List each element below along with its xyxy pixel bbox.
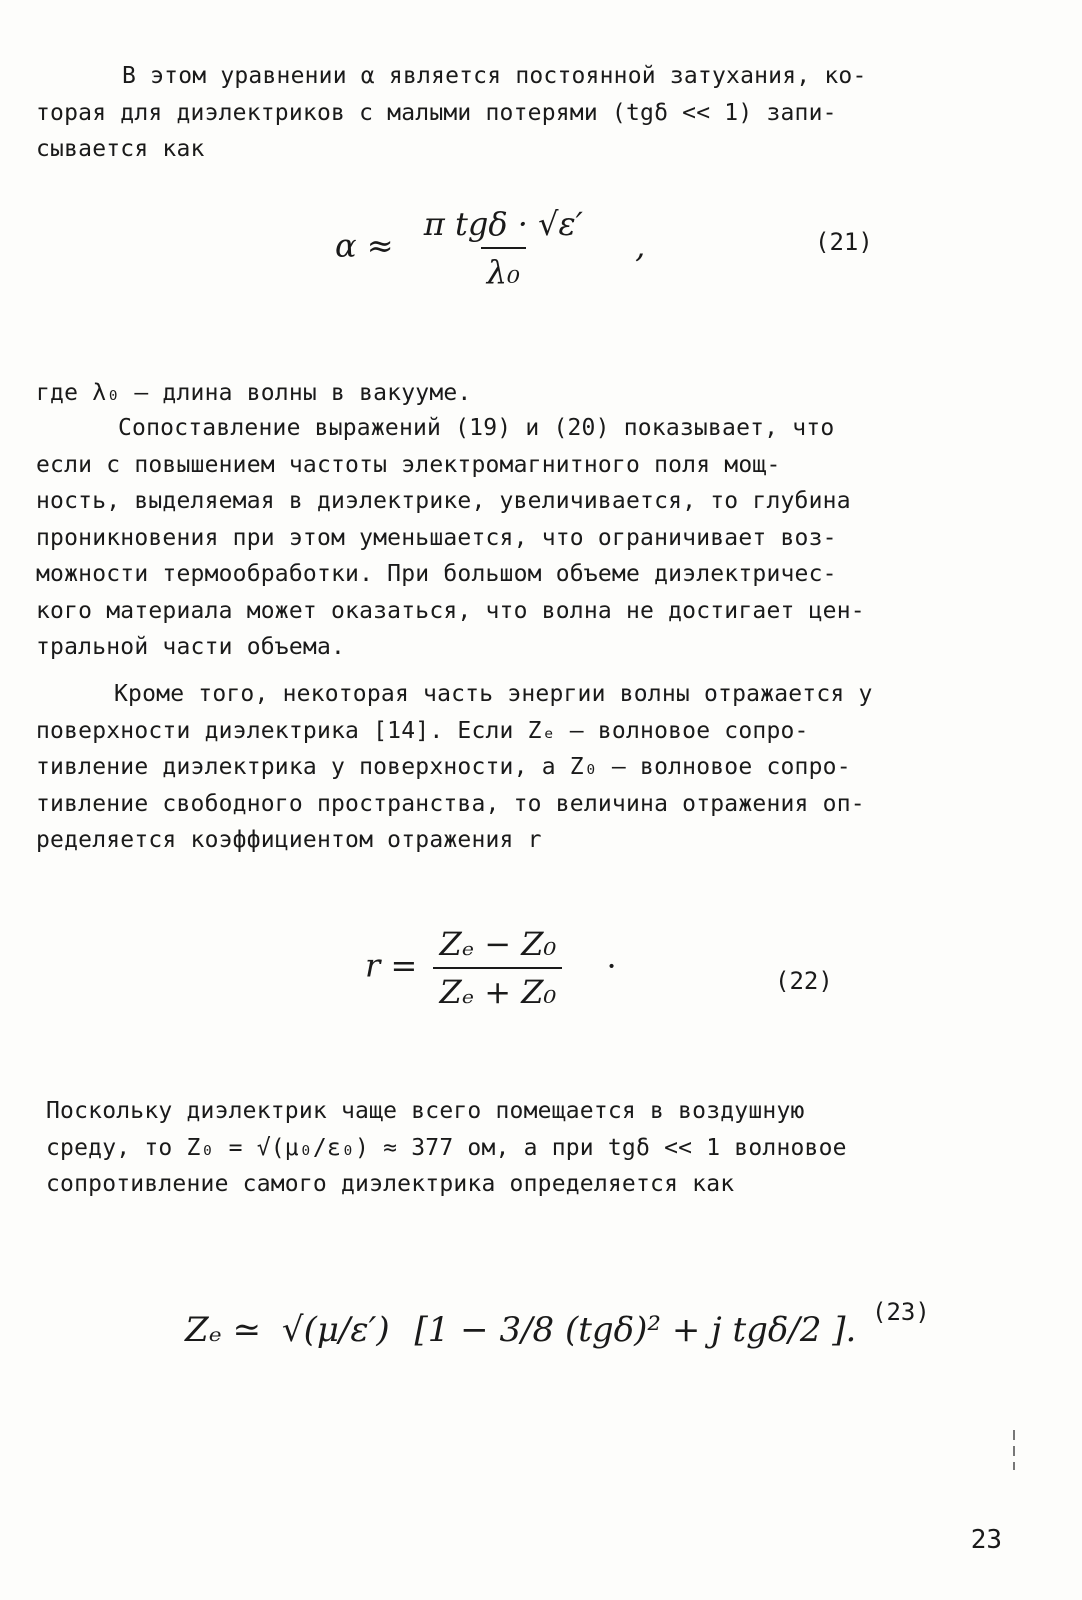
text-line: проникновения при этом уменьшается, что ограничивает воз- (36, 524, 837, 551)
scan-mark (1013, 1462, 1015, 1470)
text-line: можности термообработки. При большом объеме диэлектричес- (36, 561, 837, 587)
equation-21-denominator: λ₀ (481, 247, 526, 291)
equation-21 (335, 205, 645, 291)
text-line: сопротивление самого диэлектрика определяется как (46, 1171, 735, 1197)
text-line: Поскольку диэлектрик чаще всего помещается в воздушную (46, 1098, 805, 1124)
text-line: тральной части объема. (36, 634, 346, 660)
equation-23 (185, 1310, 856, 1350)
paragraph-5 (46, 1093, 1026, 1203)
equation-21-number: (21) (815, 228, 873, 256)
text-line: поверхности диэлектрика [14]. Если Zₑ – волновое сопро- (36, 717, 809, 744)
equation-21-numerator: π tgδ · √ε′ (423, 205, 583, 243)
equation-22-denominator: Zₑ + Z₀ (433, 967, 562, 1011)
text-line: кого материала может оказаться, что волна не достигает цен- (36, 597, 865, 624)
equation-22-lhs: r = (365, 946, 418, 985)
paragraph-4 (36, 676, 1026, 859)
equation-22-numerator: Zₑ − Z₀ (439, 925, 557, 963)
text-line: среду, то Z₀ = √(μ₀/ε₀) ≈ 377 ом, а при tgδ << 1 волновое (46, 1134, 847, 1161)
text-line: ность, выделяемая в диэлектрике, увеличивается, то глубина (36, 488, 851, 514)
equation-23-root: √(μ/ε′) (281, 1310, 390, 1350)
paragraph-2 (36, 375, 1026, 412)
equation-21-comma: , (635, 226, 646, 265)
equation-22 (365, 925, 617, 1011)
text-line: тивление диэлектрика у поверхности, а Z₀ – волновое сопро- (36, 754, 851, 780)
text-line: В этом уравнении α является постоянной затухания, ко- (122, 63, 867, 89)
equation-21-fraction (418, 205, 589, 291)
text-line: ределяется коэффициентом отражения r (36, 827, 542, 853)
text-line: тивление свободного пространства, то величина отражения оп- (36, 790, 865, 817)
text-line: Кроме того, некоторая часть энергии волны отражается у (114, 681, 873, 707)
text-line: где λ₀ – длина волны в вакууме. (36, 380, 472, 406)
equation-22-dot: · (606, 946, 617, 985)
equation-22-fraction (433, 925, 562, 1011)
equation-23-lhs: Zₑ ≃ (185, 1310, 262, 1350)
text-line: Сопоставление выражений (19) и (20) показывает, что (118, 415, 835, 441)
text-line: если с повышением частоты электромагнитного поля мощ- (36, 451, 781, 478)
text-line: торая для диэлектриков с малыми потерями (tgδ << 1) запи- (36, 99, 837, 126)
equation-22-number: (22) (775, 967, 833, 995)
paragraph-1 (36, 58, 1026, 168)
page-number: 23 (970, 1525, 1002, 1555)
scan-mark (1013, 1430, 1015, 1440)
equation-23-number: (23) (872, 1298, 930, 1326)
equation-23-bracket: [1 − 3/8 (tgδ)² + j tgδ/2 ]. (414, 1310, 857, 1350)
scan-mark (1013, 1446, 1015, 1456)
equation-21-lhs: α ≈ (335, 226, 394, 265)
text-line: сывается как (36, 136, 205, 162)
paragraph-3 (36, 410, 1026, 666)
